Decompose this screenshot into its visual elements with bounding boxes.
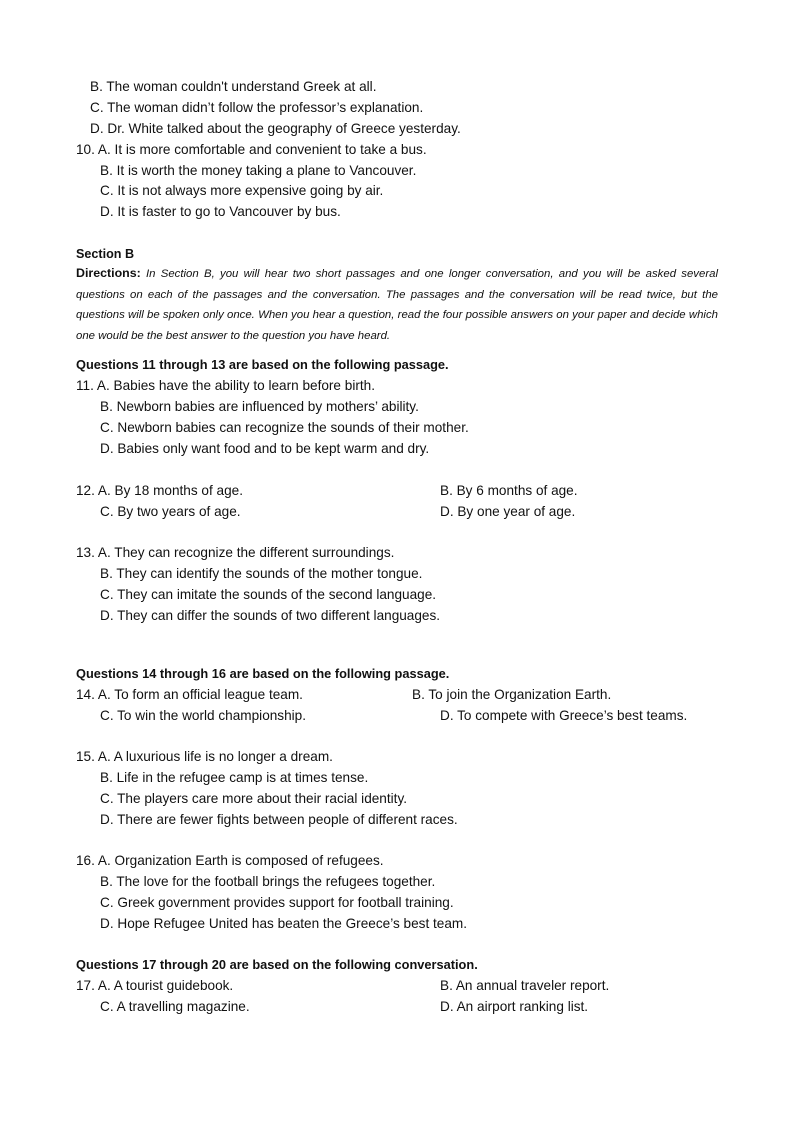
section-b-directions — [76, 263, 718, 347]
q17-option-c: C. A travelling magazine. — [100, 999, 250, 1014]
group3-heading: Questions 17 through 20 are based on the following conversation. — [76, 957, 478, 972]
q9-option-c: C. The woman didn’t follow the professor’s explanation. — [90, 100, 424, 115]
q17-option-b: B. An annual traveler report. — [440, 978, 610, 993]
q13-option-b: B. They can identify the sounds of the mother tongue. — [100, 566, 423, 581]
q12-option-d: D. By one year of age. — [440, 504, 576, 519]
q12-option-c: C. By two years of age. — [100, 504, 241, 519]
q14-option-d: D. To compete with Greece’s best teams. — [440, 708, 688, 723]
directions-text: In Section B, you will hear two short passages and one longer conversation, and you will be asked several questions on each of the passages and the conversation. The passages and the conversation will be read twice, but the questions will be spoken only once. When you hear a question, read the four possible answers on your paper and decide which one would be the best answer to the question you have heard. — [76, 268, 719, 343]
q11-option-b: B. Newborn babies are influenced by mothers’ ability. — [100, 399, 419, 414]
q15-option-b: B. Life in the refugee camp is at times tense. — [100, 770, 369, 785]
section-b-title: Section B — [76, 247, 135, 261]
directions-label: Directions: — [76, 266, 141, 280]
q16-option-a: 16. A. Organization Earth is composed of refugees. — [76, 853, 384, 868]
q15-option-c: C. The players care more about their racial identity. — [100, 791, 408, 806]
q10-option-c: C. It is not always more expensive going by air. — [100, 183, 384, 198]
q14-option-a: 14. A. To form an official league team. — [76, 687, 303, 702]
q16-option-d: D. Hope Refugee United has beaten the Greece’s best team. — [100, 916, 468, 931]
q14-option-b: B. To join the Organization Earth. — [412, 687, 612, 702]
q10-option-d: D. It is faster to go to Vancouver by bus. — [100, 204, 341, 219]
group1-heading: Questions 11 through 13 are based on the following passage. — [76, 357, 449, 372]
q16-option-b: B. The love for the football brings the refugees together. — [100, 874, 436, 889]
q14-option-c: C. To win the world championship. — [100, 708, 307, 723]
q9-option-b: B. The woman couldn't understand Greek at all. — [90, 79, 377, 94]
q17-option-d: D. An airport ranking list. — [440, 999, 589, 1014]
q12-option-a: 12. A. By 18 months of age. — [76, 483, 244, 498]
q11-option-c: C. Newborn babies can recognize the sounds of their mother. — [100, 420, 469, 435]
q10-option-a: 10. A. It is more comfortable and convenient to take a bus. — [76, 142, 427, 157]
q16-option-c: C. Greek government provides support for football training. — [100, 895, 454, 910]
q13-option-d: D. They can differ the sounds of two different languages. — [100, 608, 441, 623]
q12-option-b: B. By 6 months of age. — [440, 483, 578, 498]
q9-option-d: D. Dr. White talked about the geography of Greece yesterday. — [90, 121, 461, 136]
q15-option-a: 15. A. A luxurious life is no longer a dream. — [76, 749, 333, 764]
q13-option-a: 13. A. They can recognize the different surroundings. — [76, 545, 395, 560]
q13-option-c: C. They can imitate the sounds of the second language. — [100, 587, 437, 602]
q10-option-b: B. It is worth the money taking a plane to Vancouver. — [100, 163, 417, 178]
group2-heading: Questions 14 through 16 are based on the following passage. — [76, 666, 450, 681]
q11-option-a: 11. A. Babies have the ability to learn before birth. — [76, 378, 375, 393]
q15-option-d: D. There are fewer fights between people of different races. — [100, 812, 458, 827]
q17-option-a: 17. A. A tourist guidebook. — [76, 978, 234, 993]
q11-option-d: D. Babies only want food and to be kept warm and dry. — [100, 441, 430, 456]
